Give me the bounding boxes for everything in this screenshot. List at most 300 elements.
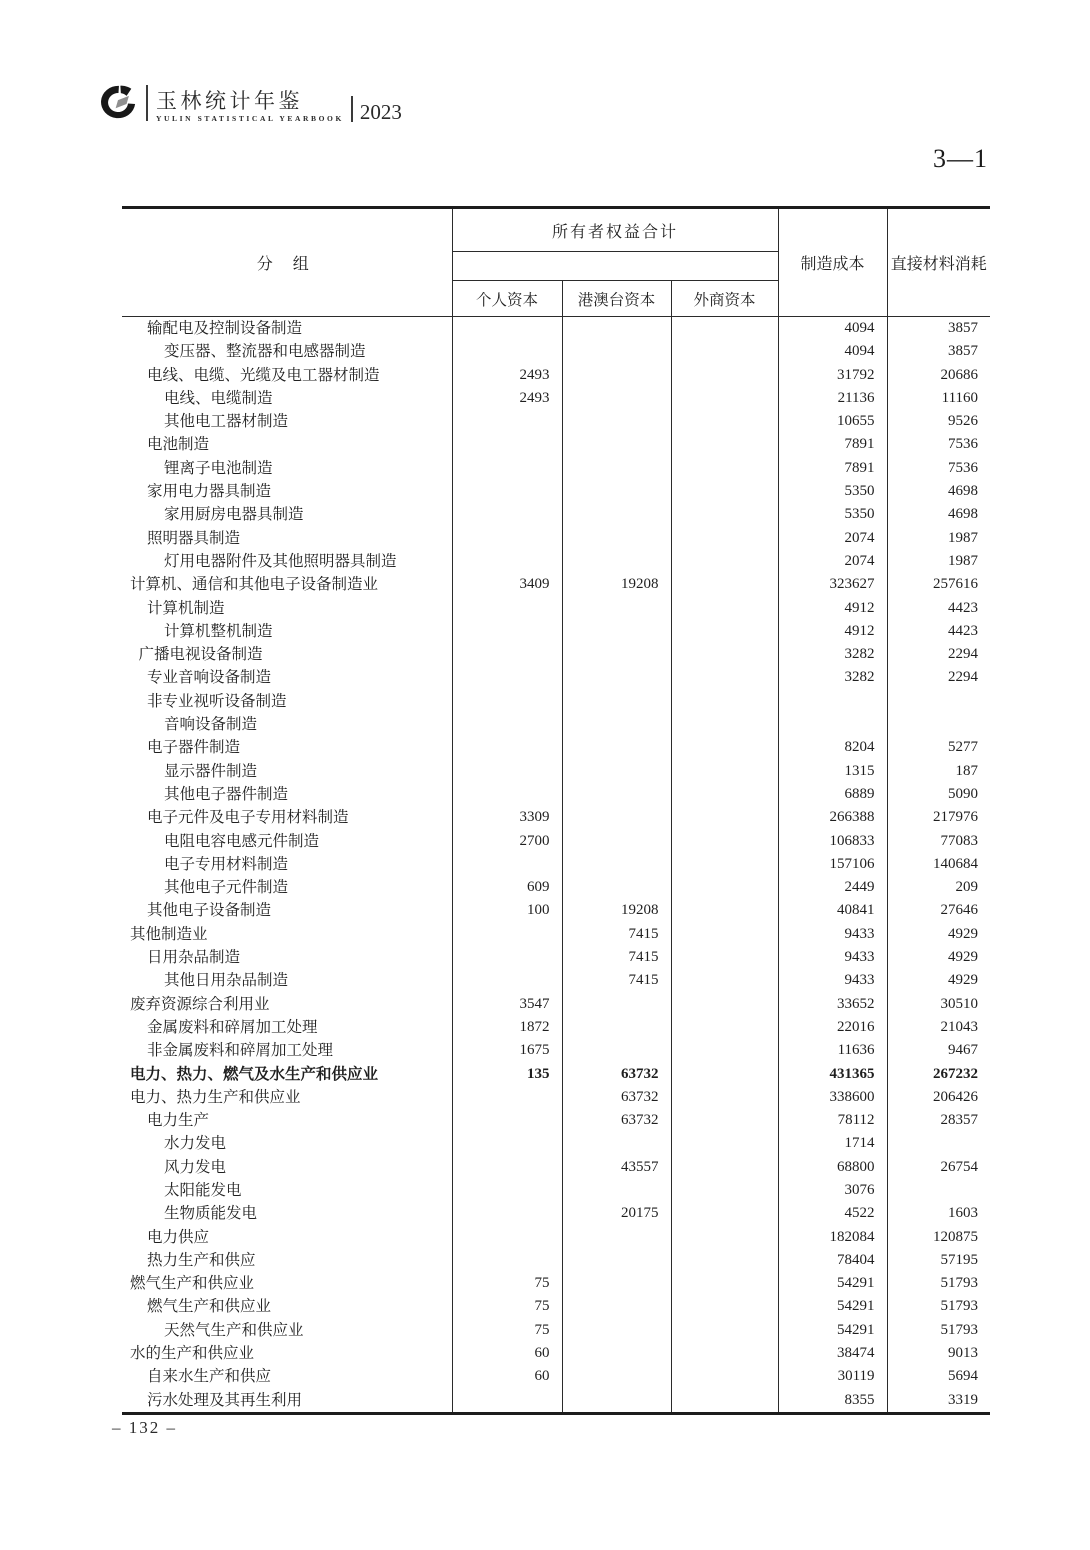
row-category-label: 非金属废料和碎屑加工处理 <box>147 1042 334 1060</box>
row-value-cell: 4929 <box>887 946 990 969</box>
row-value-cell <box>671 1063 778 1086</box>
row-value-cell: 4912 <box>778 597 887 620</box>
row-value-cell: 54291 <box>778 1272 887 1295</box>
row-value-cell <box>671 1039 778 1062</box>
row-value-cell: 4423 <box>887 597 990 620</box>
row-value-cell: 4912 <box>778 620 887 643</box>
row-value-cell: 20686 <box>887 364 990 387</box>
table-row <box>122 433 990 456</box>
row-value-cell <box>671 1272 778 1295</box>
table-row <box>122 1319 990 1342</box>
row-value-cell <box>887 1179 990 1202</box>
row-value-cell: 187 <box>887 760 990 783</box>
row-value-cell: 75 <box>452 1272 562 1295</box>
row-value-cell <box>562 1132 671 1155</box>
row-value-cell: 30119 <box>778 1365 887 1388</box>
row-category-label: 电线、电缆制造 <box>164 389 273 407</box>
row-value-cell <box>671 1016 778 1039</box>
row-category-label: 输配电及控制设备制造 <box>147 320 303 337</box>
row-value-cell <box>562 1016 671 1039</box>
row-value-cell <box>562 410 671 433</box>
row-value-cell <box>671 364 778 387</box>
row-value-cell <box>671 1389 778 1414</box>
row-value-cell: 40841 <box>778 899 887 922</box>
row-value-cell <box>562 317 671 341</box>
row-value-cell <box>671 1249 778 1272</box>
table-row <box>122 760 990 783</box>
row-value-cell <box>452 1109 562 1132</box>
row-value-cell: 209 <box>887 876 990 899</box>
table-row <box>122 550 990 573</box>
row-value-cell <box>452 1132 562 1155</box>
row-value-cell <box>562 480 671 503</box>
row-value-cell: 78404 <box>778 1249 887 1272</box>
row-category-label: 其他制造业 <box>130 925 208 943</box>
row-value-cell: 338600 <box>778 1086 887 1109</box>
row-value-cell <box>452 946 562 969</box>
row-value-cell <box>671 1319 778 1342</box>
masthead <box>98 84 402 123</box>
row-value-cell <box>671 620 778 643</box>
row-value-cell <box>562 1319 671 1342</box>
row-category-label: 天然气生产和供应业 <box>164 1321 304 1339</box>
row-value-cell: 43557 <box>562 1156 671 1179</box>
row-value-cell: 1675 <box>452 1039 562 1062</box>
row-value-cell: 140684 <box>887 853 990 876</box>
col-header-direct-material: 直接材料消耗 <box>887 208 990 317</box>
row-value-cell <box>887 690 990 713</box>
row-value-cell: 75 <box>452 1319 562 1342</box>
row-value-cell <box>562 1342 671 1365</box>
row-value-cell: 8355 <box>778 1389 887 1414</box>
table-row <box>122 1389 990 1414</box>
row-value-cell: 1987 <box>887 527 990 550</box>
row-value-cell <box>562 876 671 899</box>
row-value-cell <box>452 1226 562 1249</box>
row-value-cell: 5350 <box>778 503 887 526</box>
row-value-cell: 6889 <box>778 783 887 806</box>
row-value-cell: 3857 <box>887 340 990 363</box>
row-value-cell <box>671 993 778 1016</box>
table-row <box>122 899 990 922</box>
row-value-cell: 30510 <box>887 993 990 1016</box>
row-category-label: 家用电力器具制造 <box>147 483 272 501</box>
row-value-cell: 63732 <box>562 1086 671 1109</box>
row-value-cell <box>452 317 562 341</box>
table-row <box>122 1063 990 1086</box>
row-value-cell: 9433 <box>778 946 887 969</box>
row-value-cell <box>887 713 990 736</box>
row-value-cell <box>671 1132 778 1155</box>
row-value-cell <box>452 1179 562 1202</box>
row-value-cell <box>452 340 562 363</box>
row-value-cell: 7536 <box>887 457 990 480</box>
row-value-cell: 7891 <box>778 433 887 456</box>
row-value-cell: 7415 <box>562 946 671 969</box>
row-category-label: 其他日用杂品制造 <box>164 972 289 990</box>
table-row <box>122 666 990 689</box>
row-value-cell: 3857 <box>887 317 990 341</box>
row-value-cell <box>452 1389 562 1414</box>
row-value-cell <box>671 410 778 433</box>
table-body <box>122 317 990 1414</box>
row-value-cell <box>452 853 562 876</box>
row-value-cell: 8204 <box>778 736 887 759</box>
table-row <box>122 690 990 713</box>
row-value-cell <box>452 620 562 643</box>
row-value-cell: 7415 <box>562 923 671 946</box>
row-category-label: 生物质能发电 <box>164 1205 258 1223</box>
row-value-cell <box>671 457 778 480</box>
row-value-cell: 3547 <box>452 993 562 1016</box>
row-category-label: 变压器、整流器和电感器制造 <box>164 343 366 361</box>
row-value-cell <box>562 1295 671 1318</box>
row-value-cell <box>562 1039 671 1062</box>
row-value-cell <box>671 713 778 736</box>
row-value-cell: 3309 <box>452 806 562 829</box>
row-value-cell: 11636 <box>778 1039 887 1062</box>
yearbook-year: 2023 <box>359 100 402 124</box>
row-category-label: 计算机、通信和其他电子设备制造业 <box>130 576 379 594</box>
row-category-label: 计算机制造 <box>147 599 225 617</box>
row-value-cell <box>452 1202 562 1225</box>
table-row <box>122 480 990 503</box>
row-value-cell: 75 <box>452 1295 562 1318</box>
row-category-label: 灯用电器附件及其他照明器具制造 <box>164 552 397 570</box>
row-value-cell <box>671 340 778 363</box>
table-row <box>122 620 990 643</box>
row-value-cell <box>671 1295 778 1318</box>
row-value-cell <box>671 387 778 410</box>
row-value-cell: 28357 <box>887 1109 990 1132</box>
row-value-cell: 9433 <box>778 923 887 946</box>
row-value-cell <box>452 410 562 433</box>
yearbook-swirl-logo-icon <box>98 84 138 122</box>
row-value-cell <box>452 969 562 992</box>
row-value-cell <box>452 457 562 480</box>
row-value-cell: 3282 <box>778 643 887 666</box>
row-category-label: 音响设备制造 <box>164 716 258 734</box>
row-value-cell <box>778 690 887 713</box>
row-value-cell: 63732 <box>562 1109 671 1132</box>
row-value-cell: 2074 <box>778 550 887 573</box>
row-category-label: 电力生产 <box>147 1112 210 1130</box>
table-row <box>122 457 990 480</box>
row-value-cell <box>671 597 778 620</box>
masthead-divider <box>146 85 148 121</box>
masthead-divider <box>351 96 353 122</box>
table-number: 3—1 <box>933 144 988 173</box>
row-value-cell: 7415 <box>562 969 671 992</box>
row-value-cell <box>452 643 562 666</box>
row-value-cell <box>562 1272 671 1295</box>
table-row <box>122 643 990 666</box>
row-value-cell <box>671 527 778 550</box>
row-value-cell: 9467 <box>887 1039 990 1062</box>
row-category-label: 其他电子设备制造 <box>147 902 272 920</box>
row-category-label: 太阳能发电 <box>164 1181 242 1199</box>
row-value-cell: 3282 <box>778 666 887 689</box>
row-category-label: 锂离子电池制造 <box>164 459 273 477</box>
row-value-cell <box>671 503 778 526</box>
row-category-label: 污水处理及其再生利用 <box>147 1391 303 1409</box>
row-category-label: 其他电工器材制造 <box>164 413 289 431</box>
row-category-label: 专业音响设备制造 <box>147 669 272 687</box>
col-header-foreign-capital: 外商资本 <box>671 281 778 317</box>
row-value-cell <box>562 736 671 759</box>
row-value-cell: 2449 <box>778 876 887 899</box>
table-row <box>122 969 990 992</box>
row-value-cell <box>671 1365 778 1388</box>
row-value-cell: 51793 <box>887 1319 990 1342</box>
table-row <box>122 923 990 946</box>
row-value-cell <box>671 899 778 922</box>
row-value-cell: 182084 <box>778 1226 887 1249</box>
row-value-cell <box>562 457 671 480</box>
row-value-cell <box>671 690 778 713</box>
row-value-cell: 1603 <box>887 1202 990 1225</box>
row-value-cell <box>562 620 671 643</box>
row-value-cell: 323627 <box>778 573 887 596</box>
table-row <box>122 946 990 969</box>
row-value-cell <box>671 1086 778 1109</box>
row-value-cell <box>452 1249 562 1272</box>
row-value-cell: 9526 <box>887 410 990 433</box>
row-category-label: 电力供应 <box>147 1228 210 1246</box>
row-value-cell: 3319 <box>887 1389 990 1414</box>
col-header-personal-capital: 个人资本 <box>452 281 562 317</box>
row-value-cell <box>452 783 562 806</box>
row-value-cell <box>562 503 671 526</box>
row-value-cell: 60 <box>452 1365 562 1388</box>
row-category-label: 电子专用材料制造 <box>164 855 289 873</box>
row-value-cell: 266388 <box>778 806 887 829</box>
row-value-cell: 11160 <box>887 387 990 410</box>
row-value-cell: 2493 <box>452 387 562 410</box>
row-value-cell <box>562 713 671 736</box>
col-header-group: 分 组 <box>122 208 452 317</box>
row-value-cell <box>671 550 778 573</box>
table-row <box>122 1249 990 1272</box>
table-row <box>122 806 990 829</box>
table-row <box>122 1039 990 1062</box>
row-category-label: 电子器件制造 <box>147 739 241 757</box>
table-row <box>122 876 990 899</box>
row-category-label: 风力发电 <box>164 1158 227 1176</box>
row-category-label: 日用杂品制造 <box>147 949 241 967</box>
row-value-cell: 2493 <box>452 364 562 387</box>
col-header-hkmotw-capital: 港澳台资本 <box>562 281 671 317</box>
table-row <box>122 1226 990 1249</box>
row-value-cell <box>562 806 671 829</box>
row-value-cell: 63732 <box>562 1063 671 1086</box>
table-row <box>122 364 990 387</box>
row-value-cell <box>671 1179 778 1202</box>
row-value-cell <box>562 760 671 783</box>
table-row <box>122 1132 990 1155</box>
row-value-cell <box>671 783 778 806</box>
row-value-cell: 609 <box>452 876 562 899</box>
row-value-cell <box>452 736 562 759</box>
table-row <box>122 340 990 363</box>
row-value-cell: 217976 <box>887 806 990 829</box>
row-value-cell <box>562 364 671 387</box>
row-category-label: 电池制造 <box>147 436 210 454</box>
row-value-cell <box>671 643 778 666</box>
table-row <box>122 317 990 341</box>
row-value-cell <box>562 387 671 410</box>
row-value-cell <box>562 1226 671 1249</box>
row-value-cell <box>452 666 562 689</box>
row-value-cell <box>671 760 778 783</box>
table-row <box>122 503 990 526</box>
row-value-cell: 26754 <box>887 1156 990 1179</box>
row-value-cell: 5350 <box>778 480 887 503</box>
row-value-cell: 257616 <box>887 573 990 596</box>
row-value-cell <box>562 550 671 573</box>
row-value-cell: 106833 <box>778 830 887 853</box>
row-value-cell <box>671 480 778 503</box>
row-value-cell <box>562 597 671 620</box>
row-category-label: 照明器具制造 <box>147 529 241 547</box>
row-value-cell: 60 <box>452 1342 562 1365</box>
row-value-cell: 7891 <box>778 457 887 480</box>
row-category-label: 广播电视设备制造 <box>138 646 263 664</box>
row-value-cell: 54291 <box>778 1319 887 1342</box>
row-value-cell <box>562 1249 671 1272</box>
row-value-cell: 38474 <box>778 1342 887 1365</box>
col-header-owner-equity: 所有者权益合计 <box>452 208 778 252</box>
row-value-cell: 22016 <box>778 1016 887 1039</box>
table-row <box>122 573 990 596</box>
table-row <box>122 597 990 620</box>
row-value-cell: 21043 <box>887 1016 990 1039</box>
row-value-cell <box>671 830 778 853</box>
row-value-cell: 51793 <box>887 1272 990 1295</box>
yearbook-title-en: YULIN STATISTICAL YEARBOOK <box>156 114 344 123</box>
row-category-label: 废弃资源综合利用业 <box>130 995 270 1013</box>
row-value-cell <box>671 946 778 969</box>
row-value-cell <box>452 527 562 550</box>
row-value-cell: 2294 <box>887 666 990 689</box>
row-value-cell: 206426 <box>887 1086 990 1109</box>
row-value-cell <box>887 1132 990 1155</box>
col-header-blank-band <box>452 252 778 281</box>
row-value-cell: 77083 <box>887 830 990 853</box>
row-value-cell: 4698 <box>887 480 990 503</box>
row-value-cell: 1714 <box>778 1132 887 1155</box>
row-value-cell: 3076 <box>778 1179 887 1202</box>
row-value-cell: 5090 <box>887 783 990 806</box>
row-value-cell: 31792 <box>778 364 887 387</box>
row-value-cell <box>562 783 671 806</box>
row-value-cell: 4094 <box>778 340 887 363</box>
row-value-cell: 4423 <box>887 620 990 643</box>
table-row <box>122 527 990 550</box>
row-value-cell: 19208 <box>562 573 671 596</box>
row-category-label: 电线、电缆、光缆及电工器材制造 <box>147 366 380 384</box>
table-row <box>122 1272 990 1295</box>
row-value-cell <box>452 480 562 503</box>
row-value-cell: 1987 <box>887 550 990 573</box>
row-category-label: 金属废料和碎屑加工处理 <box>147 1018 318 1036</box>
row-category-label: 水力发电 <box>164 1135 227 1153</box>
row-value-cell: 9013 <box>887 1342 990 1365</box>
row-value-cell: 157106 <box>778 853 887 876</box>
row-value-cell <box>562 527 671 550</box>
row-value-cell <box>671 1109 778 1132</box>
row-value-cell <box>452 550 562 573</box>
row-category-label: 电阻电容电感元件制造 <box>164 832 320 850</box>
row-value-cell: 33652 <box>778 993 887 1016</box>
table-row <box>122 736 990 759</box>
row-value-cell <box>452 433 562 456</box>
row-value-cell: 68800 <box>778 1156 887 1179</box>
row-category-label: 电力、热力、燃气及水生产和供应业 <box>130 1065 379 1083</box>
row-value-cell <box>778 713 887 736</box>
row-value-cell: 4698 <box>887 503 990 526</box>
row-value-cell <box>671 433 778 456</box>
row-value-cell <box>452 923 562 946</box>
row-value-cell: 5694 <box>887 1365 990 1388</box>
row-value-cell: 10655 <box>778 410 887 433</box>
row-category-label: 自来水生产和供应 <box>147 1368 272 1386</box>
table-row <box>122 1179 990 1202</box>
row-value-cell <box>452 503 562 526</box>
table-row <box>122 713 990 736</box>
row-value-cell: 27646 <box>887 899 990 922</box>
table-row <box>122 1342 990 1365</box>
row-value-cell <box>562 1389 671 1414</box>
row-value-cell: 1872 <box>452 1016 562 1039</box>
row-category-label: 燃气生产和供应业 <box>130 1275 255 1293</box>
row-category-label: 燃气生产和供应业 <box>147 1298 272 1316</box>
row-category-label: 水的生产和供应业 <box>130 1345 255 1363</box>
table-row <box>122 1365 990 1388</box>
col-header-mfg-cost: 制造成本 <box>778 208 887 317</box>
row-value-cell <box>562 643 671 666</box>
row-value-cell: 135 <box>452 1063 562 1086</box>
table-row <box>122 1202 990 1225</box>
row-value-cell: 19208 <box>562 899 671 922</box>
row-value-cell: 20175 <box>562 1202 671 1225</box>
row-value-cell <box>671 573 778 596</box>
table-row <box>122 1016 990 1039</box>
row-value-cell: 54291 <box>778 1295 887 1318</box>
row-value-cell <box>562 853 671 876</box>
row-value-cell <box>452 713 562 736</box>
table-row <box>122 1086 990 1109</box>
table-row <box>122 830 990 853</box>
table-row <box>122 1109 990 1132</box>
row-value-cell: 2700 <box>452 830 562 853</box>
row-value-cell <box>671 1202 778 1225</box>
row-value-cell: 1315 <box>778 760 887 783</box>
row-value-cell <box>562 830 671 853</box>
row-value-cell: 2294 <box>887 643 990 666</box>
row-value-cell <box>671 806 778 829</box>
row-category-label: 显示器件制造 <box>164 762 258 780</box>
row-value-cell <box>562 1179 671 1202</box>
row-category-label: 电力、热力生产和供应业 <box>130 1088 301 1106</box>
row-value-cell <box>452 597 562 620</box>
table-row <box>122 1156 990 1179</box>
row-value-cell: 267232 <box>887 1063 990 1086</box>
row-value-cell <box>452 1156 562 1179</box>
row-value-cell: 4929 <box>887 969 990 992</box>
row-value-cell <box>671 736 778 759</box>
row-value-cell: 4522 <box>778 1202 887 1225</box>
